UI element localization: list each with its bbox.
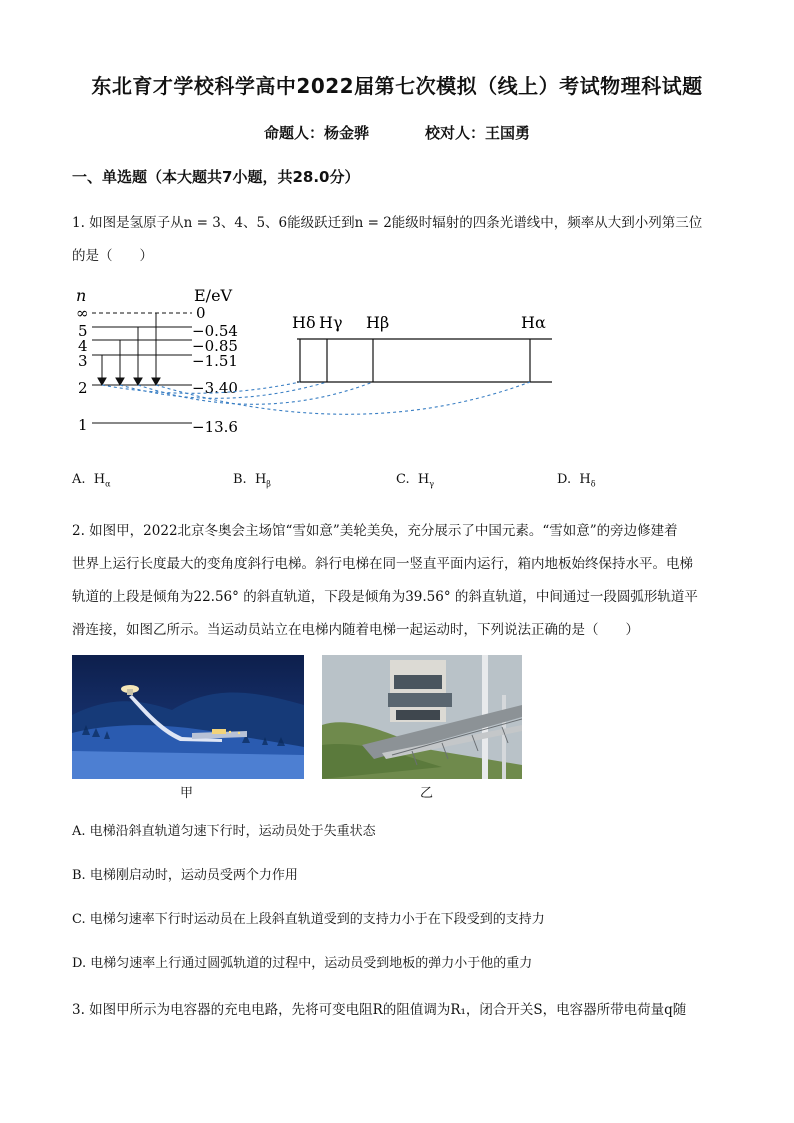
question-2-line-1: 2. 如图甲，2022北京冬奥会主场馆“雪如意”美轮美奂，充分展示了中国元素。“雪如意”的旁边修建着 (72, 523, 678, 539)
question-1-line-2: 的是（ ） (72, 248, 153, 264)
spectral-label-h-alpha: Hα (521, 313, 546, 332)
question-3-stem (72, 994, 724, 1027)
level-e-3: −1.51 (192, 352, 238, 370)
q1-option-d[interactable]: D. $H_\delta$ (557, 472, 596, 489)
caption-yi: 乙 (420, 786, 434, 801)
section-heading: 一、单选题（本大题共7小题，共28.0分） (72, 168, 360, 186)
question-2-line-2: 世界上运行长度最大的变角度斜行电梯。斜行电梯在同一竖直平面内运行，箱内地板始终保持水平。电梯 (72, 556, 693, 572)
level-e-4: −0.85 (192, 337, 238, 355)
level-n-4: 4 (78, 337, 88, 355)
energy-level-diagram (70, 285, 560, 440)
energy-axis-label: E/eV (194, 286, 233, 305)
q2-option-c[interactable]: C. 电梯匀速率下行时运动员在上段斜直轨道受到的支持力小于在下段受到的支持力 (72, 912, 545, 927)
connector-curves (102, 382, 530, 414)
level-e-1: −13.6 (192, 418, 238, 436)
photo-jia-ski-jump-night (72, 655, 304, 779)
authors (0, 122, 794, 143)
caption-jia: 甲 (180, 786, 194, 801)
photo-yi-elevator (322, 655, 522, 779)
question-2-line-4: 滑连接，如图乙所示。当运动员站立在电梯内随着电梯一起运动时，下列说法正确的是（ ） (72, 622, 639, 638)
question-2-stem (72, 515, 724, 647)
q2-option-a[interactable]: A. 电梯沿斜直轨道匀速下行时，运动员处于失重状态 (72, 824, 376, 839)
q1-option-b[interactable]: B. $H_\beta$ (233, 472, 271, 489)
transition-arrows (98, 313, 160, 385)
question-setter: 命题人：杨金骅 (263, 124, 369, 142)
question-1-stem (72, 207, 724, 273)
question-3-line-1: 3. 如图甲所示为电容器的充电电路，先将可变电阻R的阻值调为R₁，闭合开关S，电容器所带电荷量q随 (72, 1002, 687, 1018)
q2-option-b[interactable]: B. 电梯刚启动时，运动员受两个力作用 (72, 868, 298, 883)
level-n-5: 5 (78, 322, 88, 340)
n-axis-label: n (76, 286, 87, 305)
question-2-line-3: 轨道的上段是倾角为22.56° 的斜直轨道，下段是倾角为39.56° 的斜直轨道，中间通过一段圆弧形轨道平 (72, 589, 698, 605)
exam-title: 东北育才学校科学高中2022届第七次模拟（线上）考试物理科试题 (91, 74, 703, 98)
level-e-2: −3.40 (192, 379, 238, 397)
spectral-label-h-gamma: Hγ (319, 313, 343, 332)
q1-option-c[interactable]: C. $H_\gamma$ (396, 472, 435, 489)
level-e-inf: 0 (196, 304, 206, 322)
level-e-5: −0.54 (192, 322, 238, 340)
reviewer: 校对人：王国勇 (425, 124, 531, 142)
q1-option-a[interactable]: A. $H_\alpha$ (72, 472, 111, 489)
level-n-2: 2 (78, 379, 88, 397)
question-1-line-1: 1. 如图是氢原子从n = 3、4、5、6能级跃迁到n = 2能级时辐射的四条光谱线中，频率从大到小列第三位 (72, 215, 703, 231)
level-n-3: 3 (78, 352, 88, 370)
spectral-label-h-beta: Hβ (366, 313, 390, 332)
level-n-1: 1 (78, 416, 88, 434)
level-n-inf: ∞ (76, 304, 89, 322)
q2-option-d[interactable]: D. 电梯匀速率上行通过圆弧轨道的过程中，运动员受到地板的弹力小于他的重力 (72, 956, 533, 971)
spectral-label-h-delta: Hδ (292, 313, 316, 332)
